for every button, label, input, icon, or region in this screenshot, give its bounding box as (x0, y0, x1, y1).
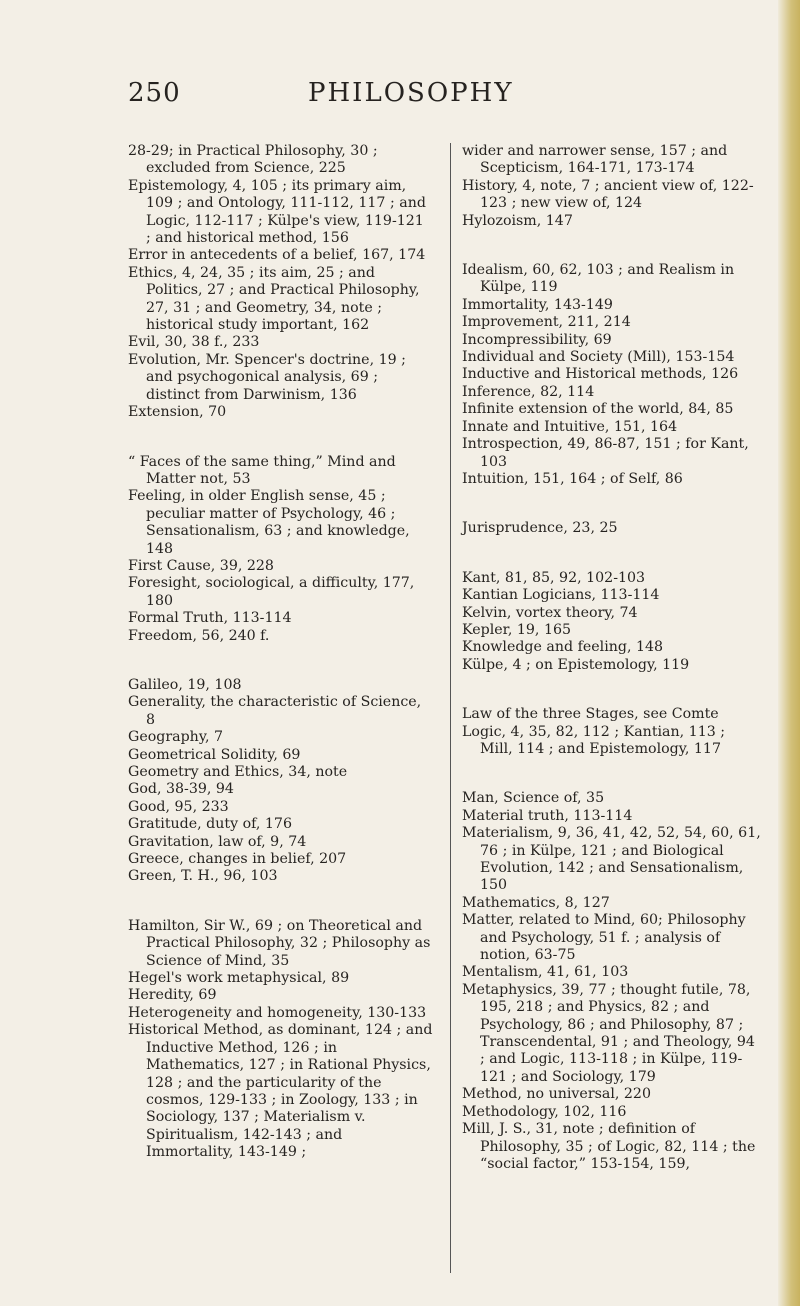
index-entry: Knowledge and feeling, 148 (462, 639, 664, 656)
page-header (128, 78, 698, 118)
index-entry: Inference, 82, 114 (462, 383, 595, 400)
column-divider (450, 143, 451, 1273)
index-entry: Logic, 4, 35, 82, 112 ; Kantian, 113 ; Mill, 114 ; and Epistemology, 117 (462, 723, 726, 757)
index-entry: Man, Science of, 35 (462, 790, 605, 807)
index-entry: Law of the three Stages, see Comte (462, 706, 719, 723)
index-entry: Introspection, 49, 86-87, 151 ; for Kant, 103 (462, 436, 749, 470)
index-entry: Inductive and Historical methods, 126 (462, 366, 739, 383)
index-entry: Materialism, 9, 36, 41, 42, 52, 54, 60, 61, 76 ; in Külpe, 121 ; and Biological Evolution, 142 ; and Sensationalism, 150 (462, 825, 761, 894)
index-entry: Immortality, 143-149 (462, 296, 613, 313)
page-edge (778, 0, 800, 1306)
index-entry: 28-29; in Practical Philosophy, 30 ; excluded from Science, 225 (128, 143, 378, 177)
index-entry: Formal Truth, 113-114 (128, 610, 292, 627)
index-entry: Methodology, 102, 116 (462, 1103, 627, 1120)
index-entry: Kantian Logicians, 113-114 (462, 587, 660, 604)
index-entry: Evolution, Mr. Spencer's doctrine, 19 ; and psychogonical analysis, 69 ; distinct from Darwinism, 136 (128, 351, 406, 403)
index-entry: Green, T. H., 96, 103 (128, 868, 278, 885)
index-entry: “ Faces of the same thing,” Mind and Matter not, 53 (128, 453, 396, 487)
index-entry: Incompressibility, 69 (462, 331, 612, 348)
index-letter-group (462, 520, 762, 537)
index-entry: Infinite extension of the world, 84, 85 (462, 401, 734, 418)
index-entry: wider and narrower sense, 157 ; and Scepticism, 164-171, 173-174 (462, 143, 728, 177)
index-entry: History, 4, note, 7 ; ancient view of, 122-123 ; new view of, 124 (462, 177, 754, 212)
index-entry: Heredity, 69 (128, 987, 217, 1004)
index-entry: Greece, changes in belief, 207 (128, 851, 347, 868)
index-letter-group (462, 143, 762, 230)
index-entry: Gratitude, duty of, 176 (128, 816, 292, 833)
index-entry: Foresight, sociological, a difficulty, 177, 180 (128, 575, 415, 609)
index-entry: First Cause, 39, 228 (128, 557, 274, 574)
index-entry: Freedom, 56, 240 f. (128, 627, 270, 644)
index-letter-group (128, 143, 433, 422)
index-entry: Mill, J. S., 31, note ; definition of Philosophy, 35 ; of Logic, 82, 114 ; the “social factor,” 153-154, 159, (462, 1121, 756, 1172)
page-number: 250 (128, 78, 181, 108)
index-entry: Kepler, 19, 165 (462, 621, 572, 638)
index-entry: Feeling, in older English sense, 45 ; peculiar matter of Psychology, 46 ; Sensationalism, 63 ; and knowledge, 148 (128, 488, 410, 557)
index-entry: Kant, 81, 85, 92, 102-103 (462, 569, 646, 586)
index-entry: Geometrical Solidity, 69 (128, 746, 301, 763)
index-entry: God, 38-39, 94 (128, 781, 234, 798)
index-entry: Matter, related to Mind, 60; Philosophy and Psychology, 51 f. ; analysis of notion, 63-75 (462, 912, 746, 964)
index-entry: Generality, the characteristic of Science, 8 (128, 694, 422, 728)
index-entry: Metaphysics, 39, 77 ; thought futile, 78, 195, 218 ; and Physics, 82 ; and Psychology, 86 ; and Philosophy, 87 ; Transcendental, 91 ; and Theology, 94 ; and Logic, 113-118 ; in Külpe, 119-121 ; and Sociology, 179 (462, 981, 755, 1085)
index-entry: Heterogeneity and homogeneity, 130-133 (128, 1004, 427, 1021)
index-entry: Hylozoism, 147 (462, 212, 573, 229)
index-entry: Evil, 30, 38 f., 233 (128, 334, 260, 351)
index-letter-group (128, 918, 433, 1162)
running-title: PHILOSOPHY (308, 78, 514, 108)
index-entry: Epistemology, 4, 105 ; its primary aim, 109 ; and Ontology, 111-112, 117 ; and Logic, 112-117 ; Külpe's view, 119-121 ; and historical method, 156 (128, 177, 426, 247)
index-letter-group (128, 677, 433, 886)
index-entry: Historical Method, as dominant, 124 ; and Inductive Method, 126 ; in Mathematics, 127 ; in Rational Physics, 128 ; and the particularity of the cosmos, 129-133 ; in Zoology, 133 ; in Sociology, 137 ; Materialism v. Spiritualism, 142-143 ; and Immortality, 143-149 ; (128, 1022, 433, 1161)
index-entry: Galileo, 19, 108 (128, 676, 242, 693)
index-column-right (462, 143, 762, 1205)
index-entry: Intuition, 151, 164 ; of Self, 86 (462, 470, 683, 487)
index-entry: Kelvin, vortex theory, 74 (462, 604, 638, 621)
index-entry: Idealism, 60, 62, 103 ; and Realism in Külpe, 119 (462, 262, 735, 296)
index-entry: Jurisprudence, 23, 25 (462, 520, 618, 537)
index-entry: Mentalism, 41, 61, 103 (462, 964, 629, 981)
index-entry: Mathematics, 8, 127 (462, 894, 610, 911)
index-letter-group (462, 262, 762, 488)
index-entry: Geography, 7 (128, 729, 223, 746)
index-entry: Good, 95, 233 (128, 798, 229, 815)
index-letter-group (462, 790, 762, 1173)
index-entry: Külpe, 4 ; on Epistemology, 119 (462, 656, 690, 673)
index-entry: Hamilton, Sir W., 69 ; on Theoretical and Practical Philosophy, 32 ; Philosophy as Science of Mind, 35 (128, 917, 431, 969)
index-entry: Ethics, 4, 24, 35 ; its aim, 25 ; and Politics, 27 ; and Practical Philosophy, 27, 31 ; and Geometry, 34, note ; historical study important, 162 (128, 264, 420, 334)
index-letter-group (462, 706, 762, 758)
index-letter-group (128, 454, 433, 645)
index-entry: Extension, 70 (128, 404, 227, 421)
index-entry: Error in antecedents of a belief, 167, 174 (128, 247, 426, 264)
index-entry: Innate and Intuitive, 151, 164 (462, 418, 678, 435)
index-entry: Gravitation, law of, 9, 74 (128, 833, 307, 850)
index-entry: Material truth, 113-114 (462, 807, 633, 824)
index-letter-group (462, 570, 762, 674)
index-entry: Method, no universal, 220 (462, 1086, 651, 1103)
index-entry: Hegel's work metaphysical, 89 (128, 970, 350, 987)
index-column-left (128, 143, 433, 1194)
index-entry: Improvement, 211, 214 (462, 314, 631, 331)
index-entry: Individual and Society (Mill), 153-154 (462, 349, 735, 366)
index-entry: Geometry and Ethics, 34, note (128, 764, 348, 780)
